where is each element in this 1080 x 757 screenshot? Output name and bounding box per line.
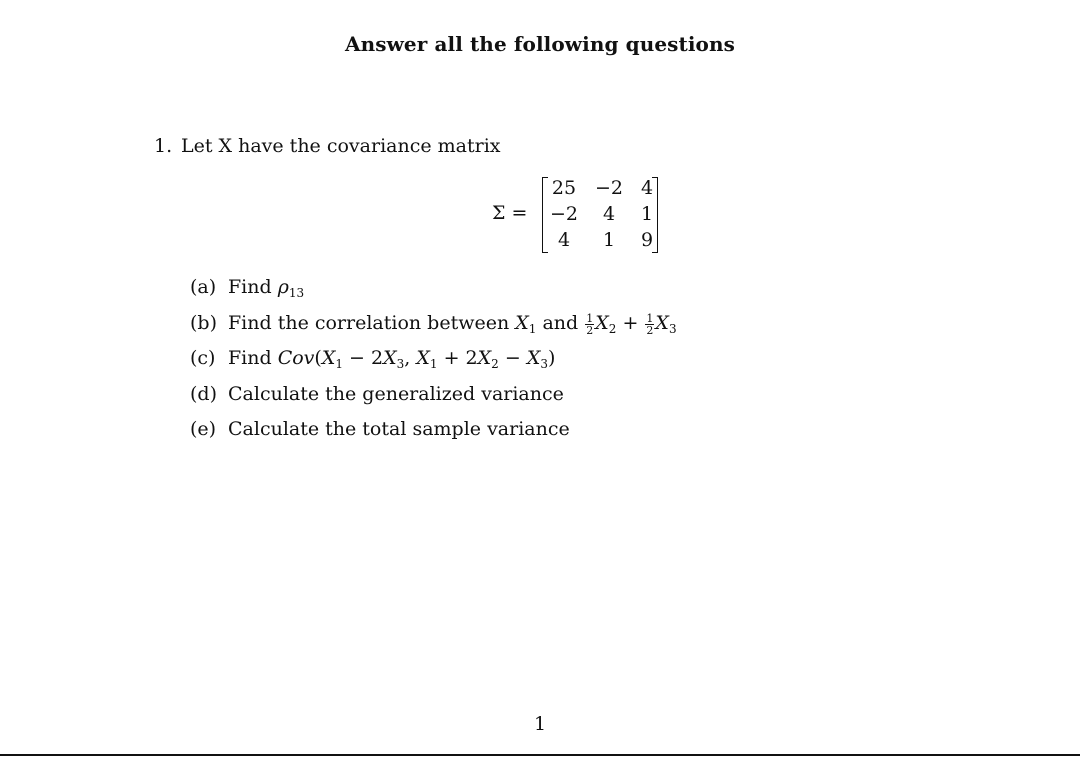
matrix-cell: 4	[640, 177, 654, 199]
matrix-cell: 9	[640, 229, 654, 251]
part-label: (c)	[190, 347, 216, 369]
matrix-cell: 1	[602, 229, 616, 251]
matrix-cell: 4	[602, 203, 616, 225]
page-title: Answer all the following questions	[344, 32, 735, 56]
part-label: (a)	[190, 276, 217, 298]
part-label: (b)	[190, 311, 217, 334]
fraction: $\frac{1}{2}$	[646, 311, 654, 337]
matrix-cell: 4	[557, 229, 571, 251]
sub-question-list	[190, 274, 677, 452]
fraction: $\frac{1}{2}$	[586, 311, 594, 337]
sub-question-e: (e) Calculate the total sample variance	[190, 418, 570, 440]
sub-question-b: (b) Find the correlation between $X_1$ and $\frac{1}{2}$ $X_2$ + $\frac{1}{2}$ $X_3$	[190, 311, 677, 337]
part-label: (e)	[190, 418, 217, 440]
question-number: 1.	[154, 135, 173, 157]
matrix-cell: 1	[640, 203, 654, 225]
sub-question-a: (a) Find $\rho_{13}$	[190, 276, 305, 300]
page-number: 1	[533, 713, 547, 735]
bottom-divider	[0, 754, 1080, 756]
sub-question-d: (d) Calculate the generalized variance	[190, 382, 564, 405]
rho-symbol: ρ	[277, 276, 289, 298]
question-stem-text: Let X have the covariance matrix	[181, 135, 501, 157]
question-1-stem	[154, 135, 500, 157]
sub-question-c: (c) Find $Cov(X_1 - 2X_3$, $X_1 + 2X_2 - X_3$)	[190, 347, 556, 371]
matrix-cell: 25	[551, 177, 577, 199]
matrix-cell: −2	[549, 203, 578, 225]
matrix-cell: −2	[594, 177, 623, 199]
sigma-label: Σ =	[492, 202, 528, 224]
part-label: (d)	[190, 382, 217, 405]
